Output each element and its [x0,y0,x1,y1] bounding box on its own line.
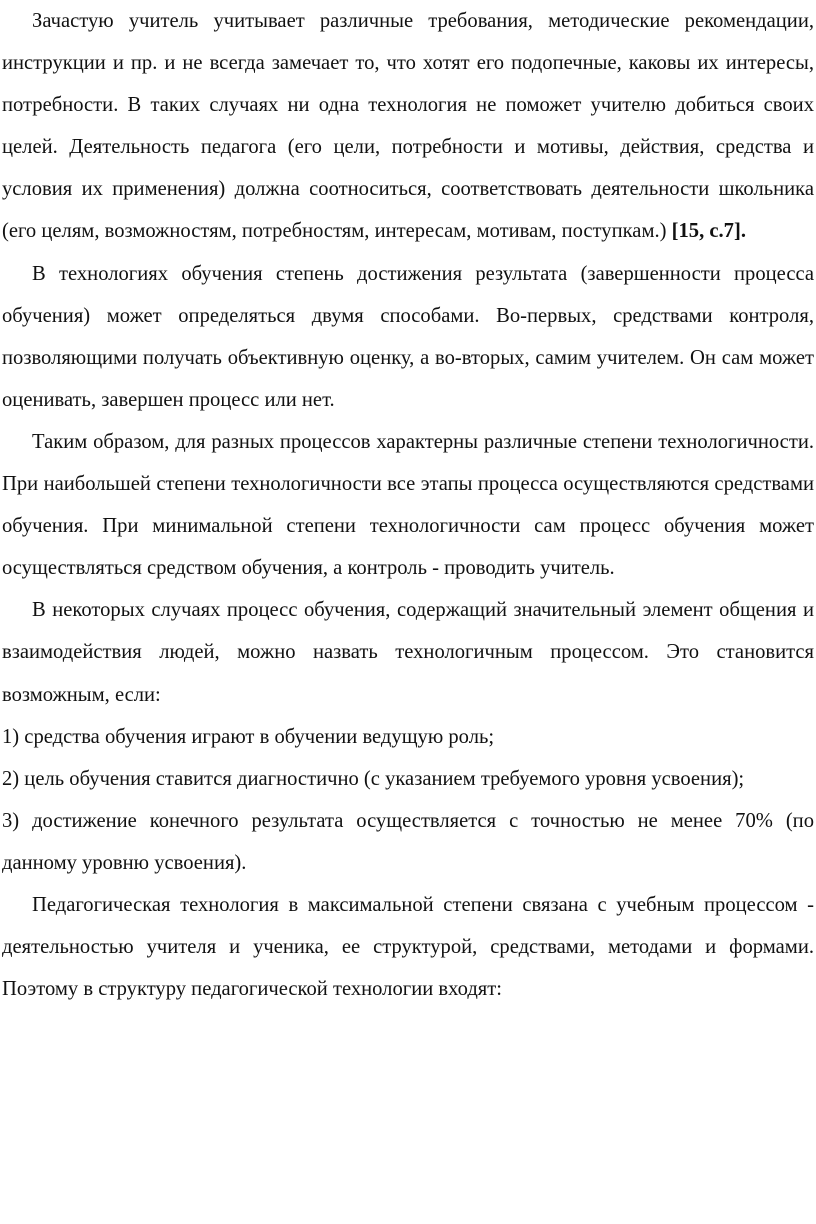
paragraph-pedagogical-technology: Педагогическая технология в максимальной степени связана с учебным процессом - деятельностью учителя и ученика, ее структурой, средствами, методами и формами. Поэтому в структуру педагогической технологии входят: [2,893,814,1001]
list-item: 1) средства обучения играют в обучении ведущую роль; [2,725,495,748]
paragraph-technological-process: В некоторых случаях процесс обучения, содержащий значительный элемент общения и взаимодействия людей, можно назвать технологичным процессом. Это становится возможным, если: [2,599,814,706]
paragraph-result-achievement: В технологиях обучения степень достижения результата (завершенности процесса обучения) может определяться двумя способами. Во-первых, средствами контроля, позволяющими получать объективную оценку, а во-вторых, самим учителем. Он сам может оценивать, завершен процесс или нет. [2,262,814,411]
list-item: 3) достижение конечного результата осуществляется с точностью не менее 70% (по данному уровню усвоения). [2,809,814,874]
paragraph-text: Зачастую учитель учитывает различные требования, методические рекомендации, инструкции и пр. и не всегда замечает то, что хотят его подопечные, каковы их интересы, потребности. В таких случаях ни одна технология не поможет учителю добиться своих целей. Деятельность педагога (его цели, потребности и мотивы, действия, средства и условия их применения) должна соотноситься, соответствовать деятельности школьника (его целям, возможностям, потребностям, интересам, мотивам, поступкам.) [2,10,814,243]
citation: [15, с.7]. [671,220,746,243]
paragraph-technology-degrees: Таким образом, для разных процессов характерны различные степени технологичности. При наибольшей степени технологичности все этапы процесса осуществляются средствами обучения. При минимальной степени технологичности сам процесс обучения может осуществляться средством обучения, а контроль - проводить учитель. [2,430,814,580]
paragraph-teacher-requirements [2,0,814,253]
document-page [2,0,814,1010]
list-item: 2) цель обучения ставится диагностично (с указанием требуемого уровня усвоения); [2,767,745,790]
